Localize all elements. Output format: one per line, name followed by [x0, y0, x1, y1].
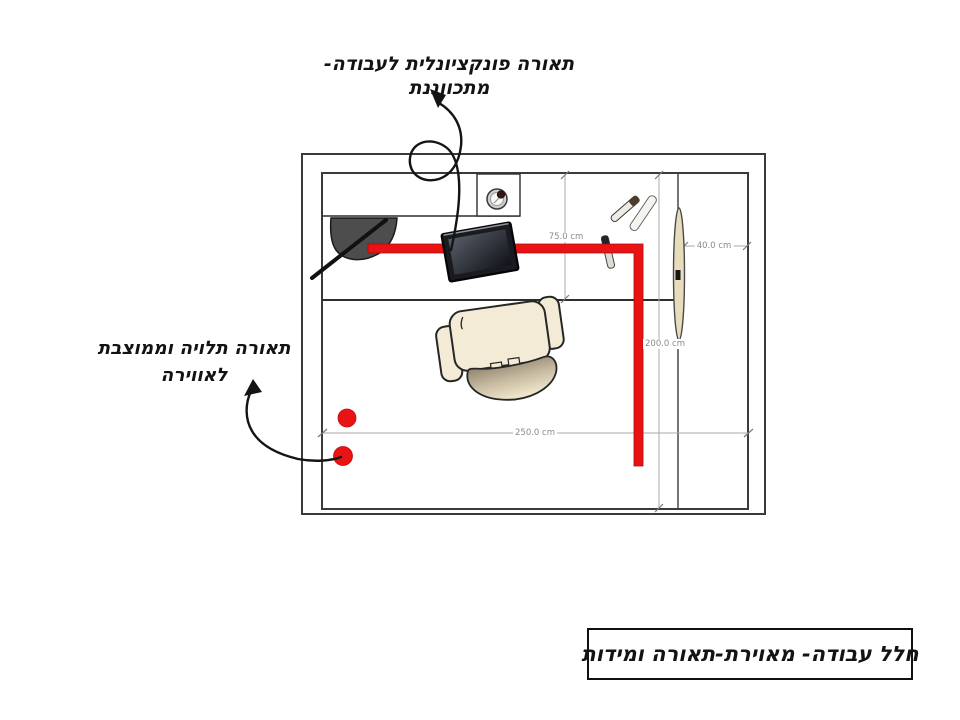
- annotation-curve-top: [410, 103, 461, 250]
- annotation-curve-side: [247, 391, 341, 461]
- dimension-label-room-length: 200.0 cm: [645, 339, 685, 349]
- annotation-ambient-line2: לאווירה: [160, 365, 228, 386]
- dimension-label-closet-depth: 40.0 cm: [696, 241, 732, 251]
- spotlight-dot-2: [334, 447, 353, 466]
- title-box: [581, 628, 919, 680]
- spotlight-dot-1: [338, 409, 356, 427]
- annotation-ambient-line1: תאורה תלויה וממוצבת: [97, 338, 291, 359]
- dimension-label-room-width: 250.0 cm: [515, 428, 555, 438]
- cup: [487, 189, 507, 209]
- office-chair: [433, 296, 571, 409]
- title-text: חלל עבודה- מאוירת-תאורה ומידות: [581, 642, 919, 666]
- annotation-functional-lighting: תאורה פונקציונלית לעבודה- מתכווננת: [323, 53, 575, 99]
- door-handle: [676, 270, 681, 280]
- monitor: [441, 222, 518, 281]
- dimension-label-desk-depth: 75.0 cm: [548, 232, 584, 242]
- annotation-ambient-lighting: [90, 335, 298, 389]
- annotation-strokes: [247, 103, 462, 461]
